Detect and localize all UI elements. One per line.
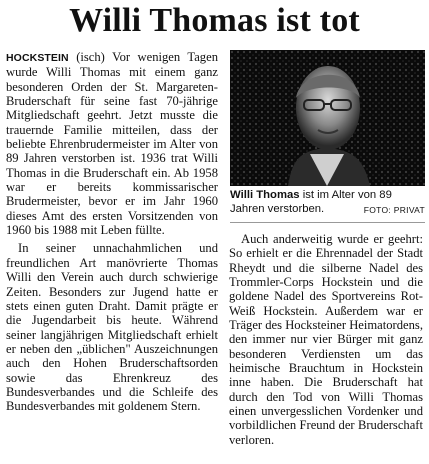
portrait-photo [230,50,425,186]
caption-text: ist im Alter von 89 Jahren verstorben. [230,189,392,215]
caption-divider [230,222,425,223]
paragraph-text: (isch) Vor wenigen Tagen wurde Willi Thomas mit einem ganz besonderen Orden der St. Margareten-Bruderschaft für seine fast 70-jährige Mitgliedschaft geehrt. Jetzt musste die trauernde Familie mitteilen, dass der beliebte Ehrenbrudermeister im Alter von 89 Jahren verstorben ist. 1936 trat Willi Thomas in die Bruderschaft ein. Ab 1958 war er bereits kommissarischer Brudermeister, bevor er im Jahr 1960 dieses Amt des ersten Vorsitzenden von 1960 bis 1988 mit Leben füllte. [6,50,218,238]
paragraph-text: In seiner unnachahmlichen und freundlichen Art manövrierte Thomas Willi den Verein auch durch schwierige Zeiten. Besonders zur Jugend hatte er stets einen guten Draht. Damit prägte er die Jugendarbeit bis heute. Während seiner langjährigen Mitgliedschaft erhielt er neben den „üblichen" Auszeichnungen auch den Hohen Bruderschaftsorden sowie das Ehrenkreuz des Bundesverbandes und die Schleife des Bundesverbandes mit goldenem Stern. [6,241,218,414]
headline: Willi Thomas ist tot [69,2,360,39]
dateline: HOCKSTEIN [6,52,69,64]
photo-caption [230,189,425,217]
article-left-column [6,50,218,414]
portrait-image [230,50,425,186]
paragraph-text: Auch anderweitig wurde er geehrt: So erhielt er die Ehrennadel der Stadt Rheydt und die silberne Nadel des Trommler-Corps Hockstein und die goldene Nadel des Sportvereins Rot-Weiß Hockstein. Außerdem war er Träger des Hocksteiner Heimatordens, den immer nur vier Bürger mit ganz besonderen Verdiensten um das heimische Brauchtum in Hockstein inne haben. Die Bruderschaft hat durch den Tod von Willi Thomas einen unvergesslichen Vordenker und vorbildlichen Freund der Bruderschaft verloren. [229,232,423,447]
lead-paragraph [6,50,218,237]
caption-name: Willi Thomas [230,189,300,201]
photo-credit: FOTO: PRIVAT [363,204,425,215]
article-right-column [229,232,423,447]
